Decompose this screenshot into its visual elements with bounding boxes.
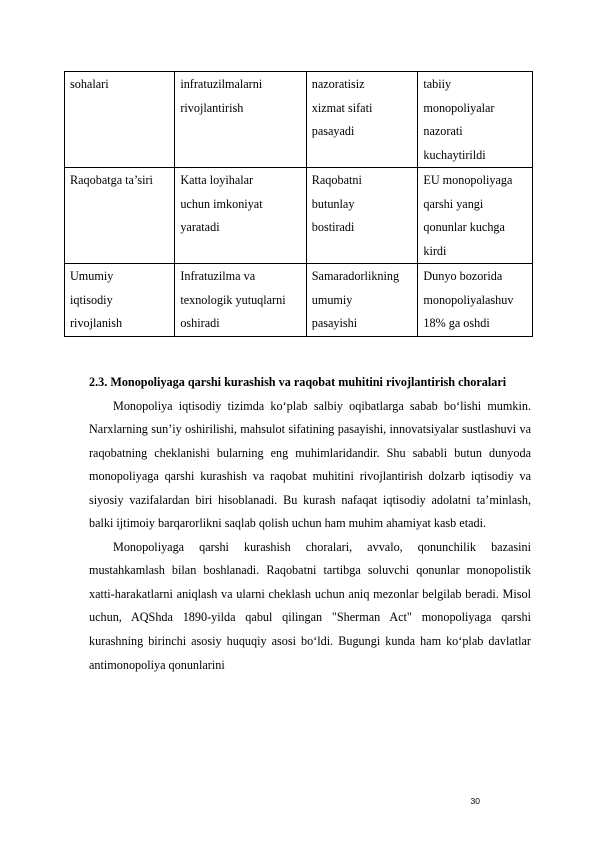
cell-text: infratuzilmalarni xyxy=(180,77,263,91)
cell-text: kuchaytirildi xyxy=(423,147,486,162)
table-cell xyxy=(175,72,306,168)
cell-text: sohalari xyxy=(70,77,109,91)
cell-text: Raqobatga ta’siri xyxy=(70,173,153,187)
cell-text: qarshi yangi xyxy=(423,196,484,211)
table-cell xyxy=(306,168,418,264)
table-body xyxy=(65,72,533,337)
cell-text: Infratuzilma va xyxy=(180,269,256,283)
cell-text: nazorati xyxy=(423,124,463,138)
table-row xyxy=(65,72,533,168)
table-cell xyxy=(418,72,533,168)
table-row xyxy=(65,264,533,337)
cell-text: umumiy xyxy=(311,292,353,307)
cell-text: monopoliyalashuv xyxy=(423,292,514,307)
cell-text: rivojlantirish xyxy=(180,100,244,115)
cell-text: bostiradi xyxy=(311,220,355,234)
cell-text: oshiradi xyxy=(180,316,220,330)
page-number: 30 xyxy=(470,796,480,806)
cell-text: pasayadi xyxy=(311,124,355,138)
cell-text: Dunyo bozorida xyxy=(423,269,503,283)
cell-text: Umumiy xyxy=(70,269,114,283)
table-row xyxy=(65,168,533,264)
cell-text: qonunlar kuchga xyxy=(423,220,505,234)
table-cell xyxy=(306,264,418,337)
cell-text: nazoratisiz xyxy=(311,77,365,91)
cell-text: EU monopoliyaga xyxy=(423,173,513,187)
cell-text: Samaradorlikning xyxy=(311,269,400,283)
paragraph: Monopoliyaga qarshi kurashish choralari, avvalo, qonunchilik bazasini mustahkamlash bilan boshlanadi. Raqobatni tartibga soluvchi qonunlar monopolistik xatti-harakatlarni aniqlash va ularni cheklash uchun aniq mezonlar belgilab beradi. Misol uchun, AQShda 1890-yilda qabul qilingan "Sherman Act" monopoliyaga qarshi kurashning birinchi asosiy huquqiy asosi bo‘ldi. Bugungi kunda ham ko‘plab davlatlar antimonopoliya qonunlarini xyxy=(89,539,531,672)
cell-text: rivojlanish xyxy=(70,316,123,330)
cell-text: texnologik yutuqlarni xyxy=(180,292,286,307)
table-cell xyxy=(175,168,306,264)
cell-text: xizmat sifati xyxy=(311,100,373,115)
comparison-table xyxy=(64,71,533,337)
cell-text: Raqobatni xyxy=(311,173,362,187)
section-body xyxy=(89,371,531,677)
table-cell xyxy=(175,264,306,337)
section-heading: 2.3. Monopoliyaga qarshi kurashish va raqobat muhitini rivojlantirish choralari xyxy=(89,375,507,389)
table-cell xyxy=(65,264,175,337)
table-cell xyxy=(418,264,533,337)
table-cell xyxy=(306,72,418,168)
cell-text: butunlay xyxy=(311,196,355,211)
cell-text: pasayishi xyxy=(311,316,358,330)
cell-text: yaratadi xyxy=(180,220,220,234)
cell-text: monopoliyalar xyxy=(423,100,495,115)
table-cell xyxy=(65,168,175,264)
paragraph: Monopoliya iqtisodiy tizimda ko‘plab salbiy oqibatlarga sabab bo‘lishi mumkin. Narxlarning sun’iy oshirilishi, mahsulot sifatining pasayishi, innovatsiyalar sustlashuvi va raqobatning cheklanishi bularning eng muhimlaridandir. Shu sababli butun dunyoda monopoliyaga qarshi kurashish va raqobat muhitini rivojlantirish dolzarb iqtisodiy va siyosiy vazifalardan biri hisoblanadi. Bu kurash nafaqat iqtisodiy adolatni ta’minlash, balki ijtimoiy barqarorlikni saqlab qolish uchun ham muhim ahamiyat kasb etadi. xyxy=(89,398,531,531)
table-cell xyxy=(65,72,175,168)
table-cell xyxy=(418,168,533,264)
cell-text: iqtisodiy xyxy=(70,292,113,307)
cell-text: 18% ga oshdi xyxy=(423,316,490,330)
cell-text: Katta loyihalar xyxy=(180,173,254,187)
cell-text: uchun imkoniyat xyxy=(180,196,263,211)
cell-text: kirdi xyxy=(423,243,447,258)
cell-text: tabiiy xyxy=(423,77,452,91)
